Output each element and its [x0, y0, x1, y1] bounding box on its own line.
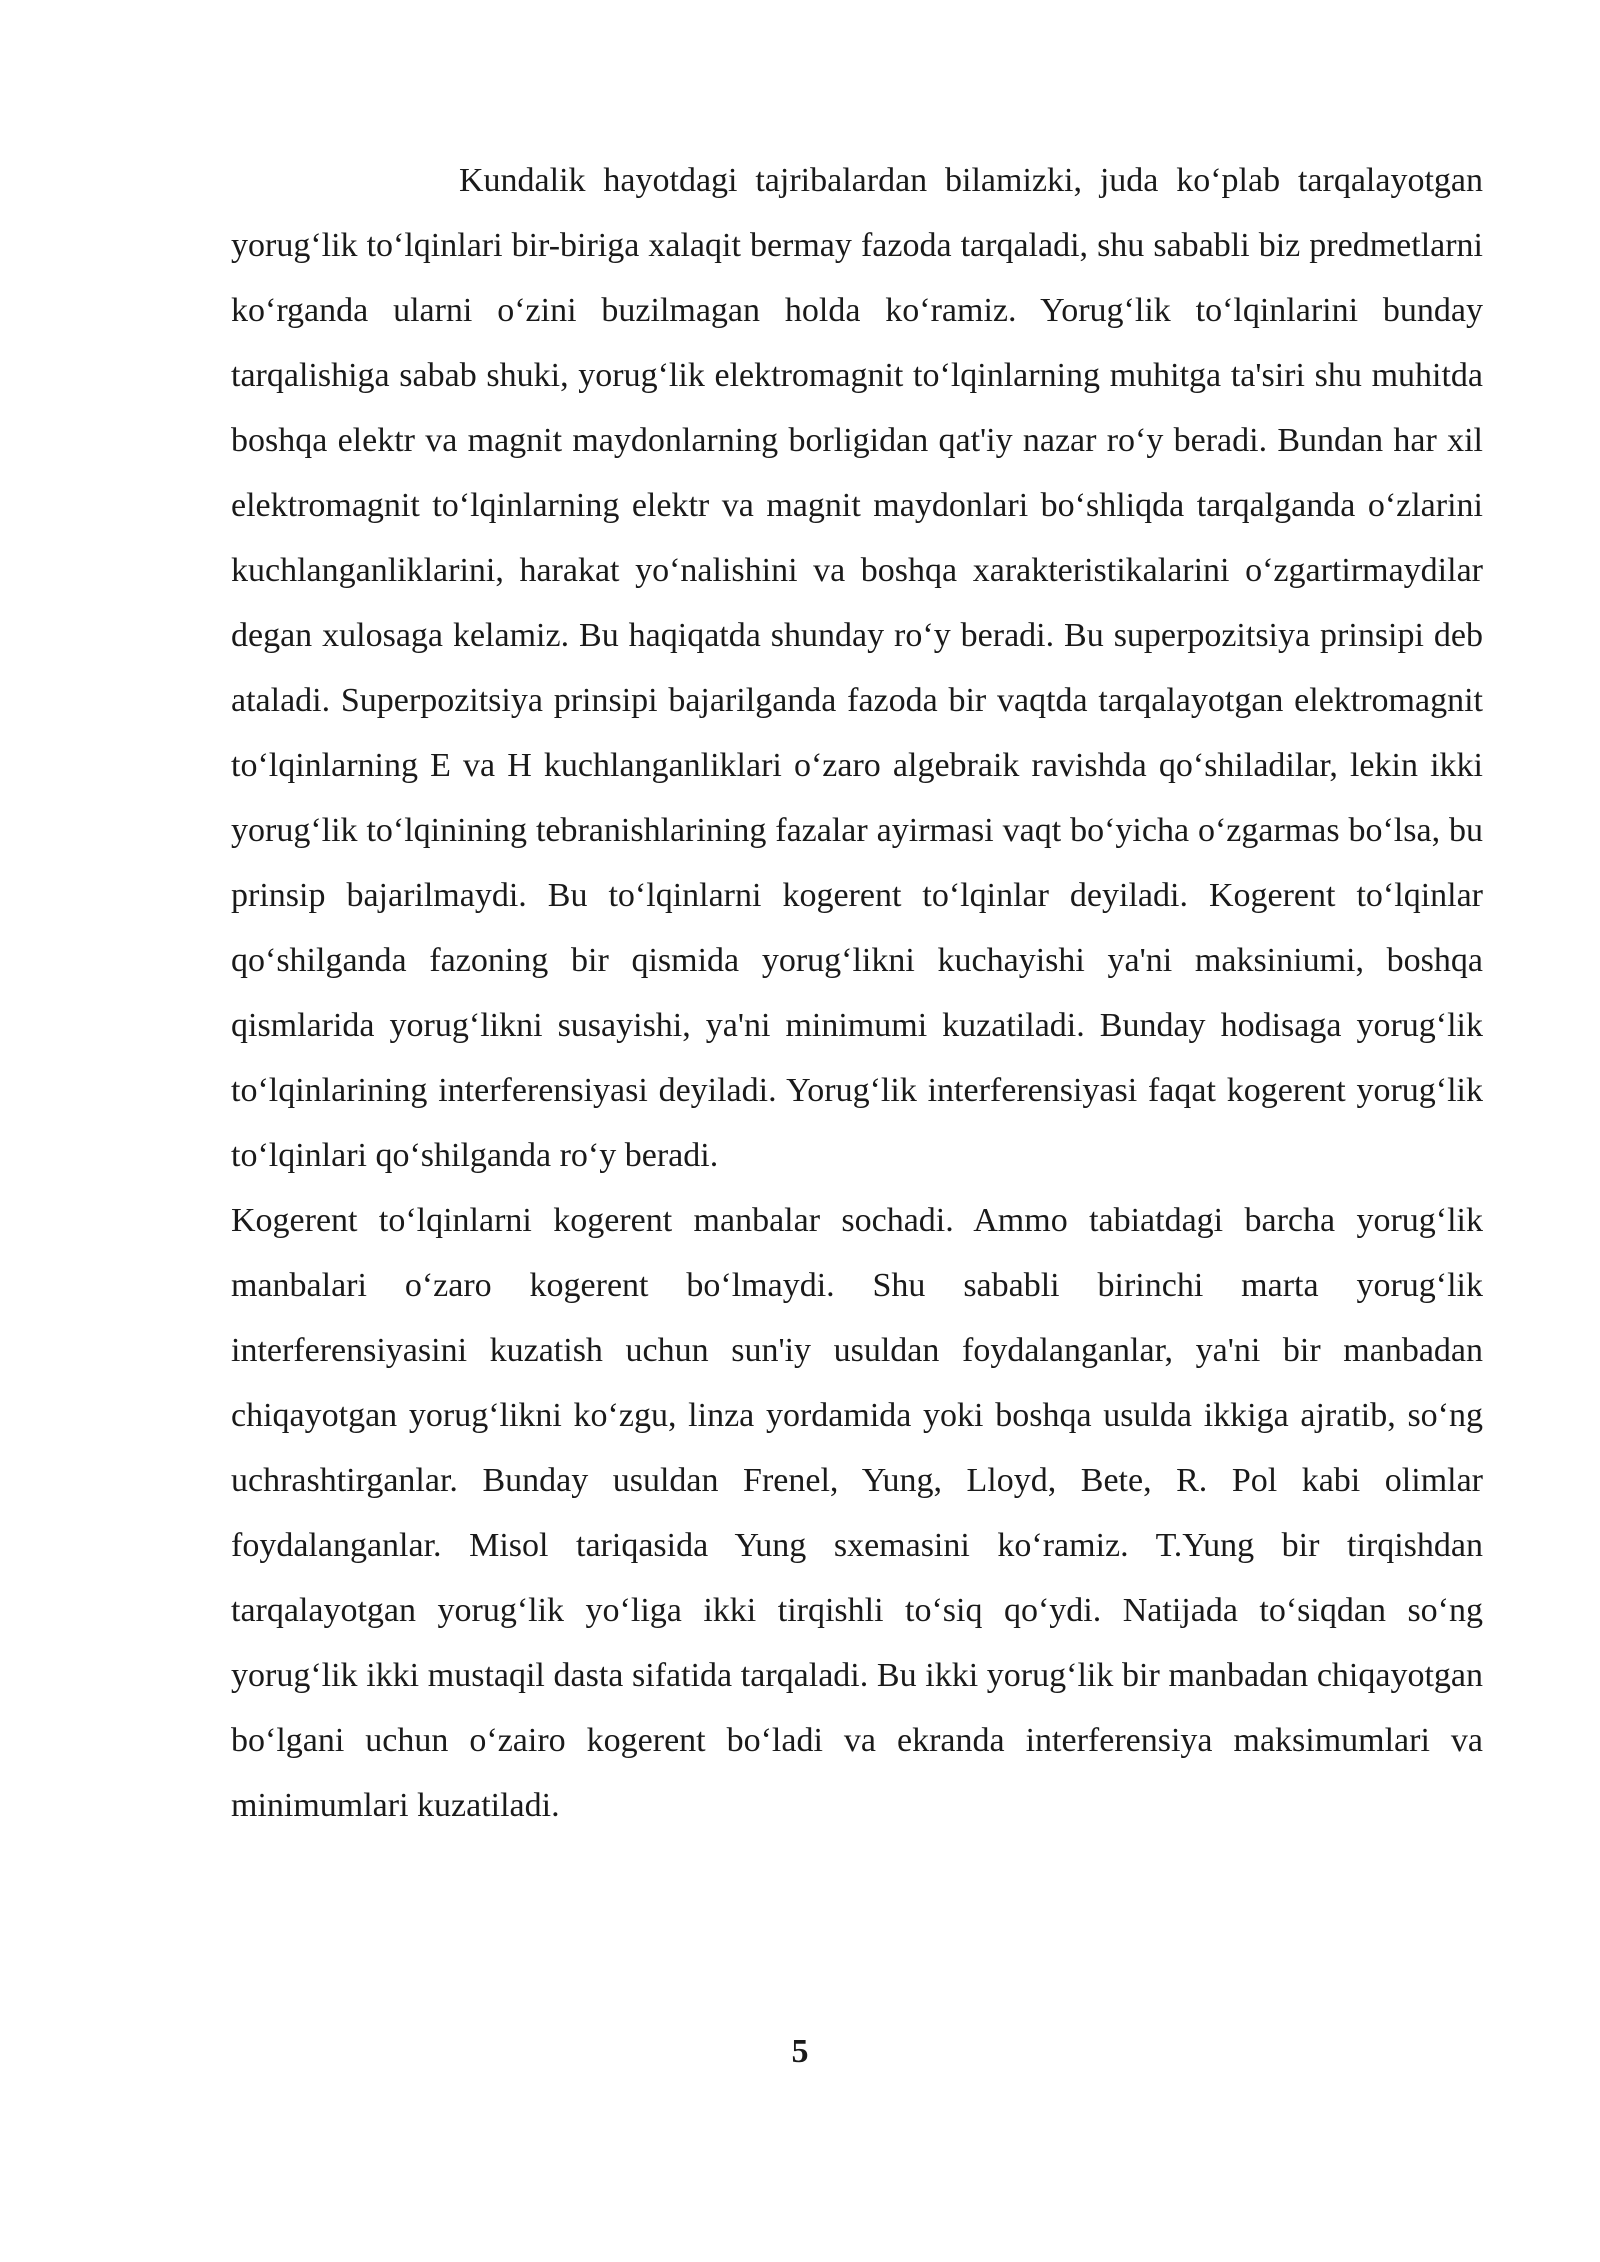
page-number: 5	[791, 2033, 809, 2070]
paragraph-superposition: Kundalik hayotdagi tajribalardan bilamizki, juda ko‘plab tarqalayotgan yorug‘lik to‘lqinlari bir-biriga xalaqit bermay fazoda tarqaladi, shu sababli biz predmetlarni ko‘rganda ularni o‘zini buzilmagan holda ko‘ramiz. Yorug‘lik to‘lqinlarini bunday tarqalishiga sabab shuki, yorug‘lik elektromagnit to‘lqinlarning muhitga ta'siri shu muhitda boshqa elektr va magnit maydonlarning borligidan qat'iy nazar ro‘y beradi. Bundan har xil elektromagnit to‘lqinlarning elektr va magnit maydonlari bo‘shliqda tarqalganda o‘zlarini kuchlanganliklarini, harakat yo‘nalishini va boshqa xarakteristikalarini o‘zgartirmaydilar degan xulosaga kelamiz. Bu haqiqatda shunday ro‘y beradi. Bu superpozitsiya prinsipi deb ataladi. Superpozitsiya prinsipi bajarilganda fazoda bir vaqtda tarqalayotgan elektromagnit to‘lqinlarning E va H kuchlanganliklari o‘zaro algebraik ravishda qo‘shiladilar, lekin ikki yorug‘lik to‘lqinining tebranishlarining fazalar ayirmasi vaqt bo‘yicha o‘zgarmas bo‘lsa, bu prinsip bajarilmaydi. Bu to‘lqinlarni kogerent to‘lqinlar deyiladi. Kogerent to‘lqinlar qo‘shilganda fazoning bir qismida yorug‘likni kuchayishi ya'ni maksiniumi, boshqa qismlarida yorug‘likni susayishi, ya'ni minimumi kuzatiladi. Bunday hodisaga yorug‘lik to‘lqinlarining interferensiyasi deyiladi. Yorug‘lik interferensiyasi faqat kogerent yorug‘lik to‘lqinlari qo‘shilganda ro‘y beradi.	[231, 162, 1483, 1174]
paragraph-coherent-sources: Kogerent to‘lqinlarni kogerent manbalar sochadi. Ammo tabiatdagi barcha yorug‘lik manbalari o‘zaro kogerent bo‘lmaydi. Shu sababli birinchi marta yorug‘lik interferensiyasini kuzatish uchun sun'iy usuldan foydalanganlar, ya'ni bir manbadan chiqayotgan yorug‘likni ko‘zgu, linza yordamida yoki boshqa usulda ikkiga ajratib, so‘ng uchrashtirganlar. Bunday usuldan Frenel, Yung, Lloyd, Bete, R. Pol kabi olimlar foydalanganlar. Misol tariqasida Yung sxemasini ko‘ramiz. T.Yung bir tirqishdan tarqalayotgan yorug‘lik yo‘liga ikki tirqishli to‘siq qo‘ydi. Natijada to‘siqdan so‘ng yorug‘lik ikki mustaqil dasta sifatida tarqaladi. Bu ikki yorug‘lik bir manbadan chiqayotgan bo‘lgani uchun o‘zairo kogerent bo‘ladi va ekranda interferensiya maksimumlari va minimumlari kuzatiladi.	[231, 1202, 1483, 1824]
body-text	[231, 148, 1483, 1838]
